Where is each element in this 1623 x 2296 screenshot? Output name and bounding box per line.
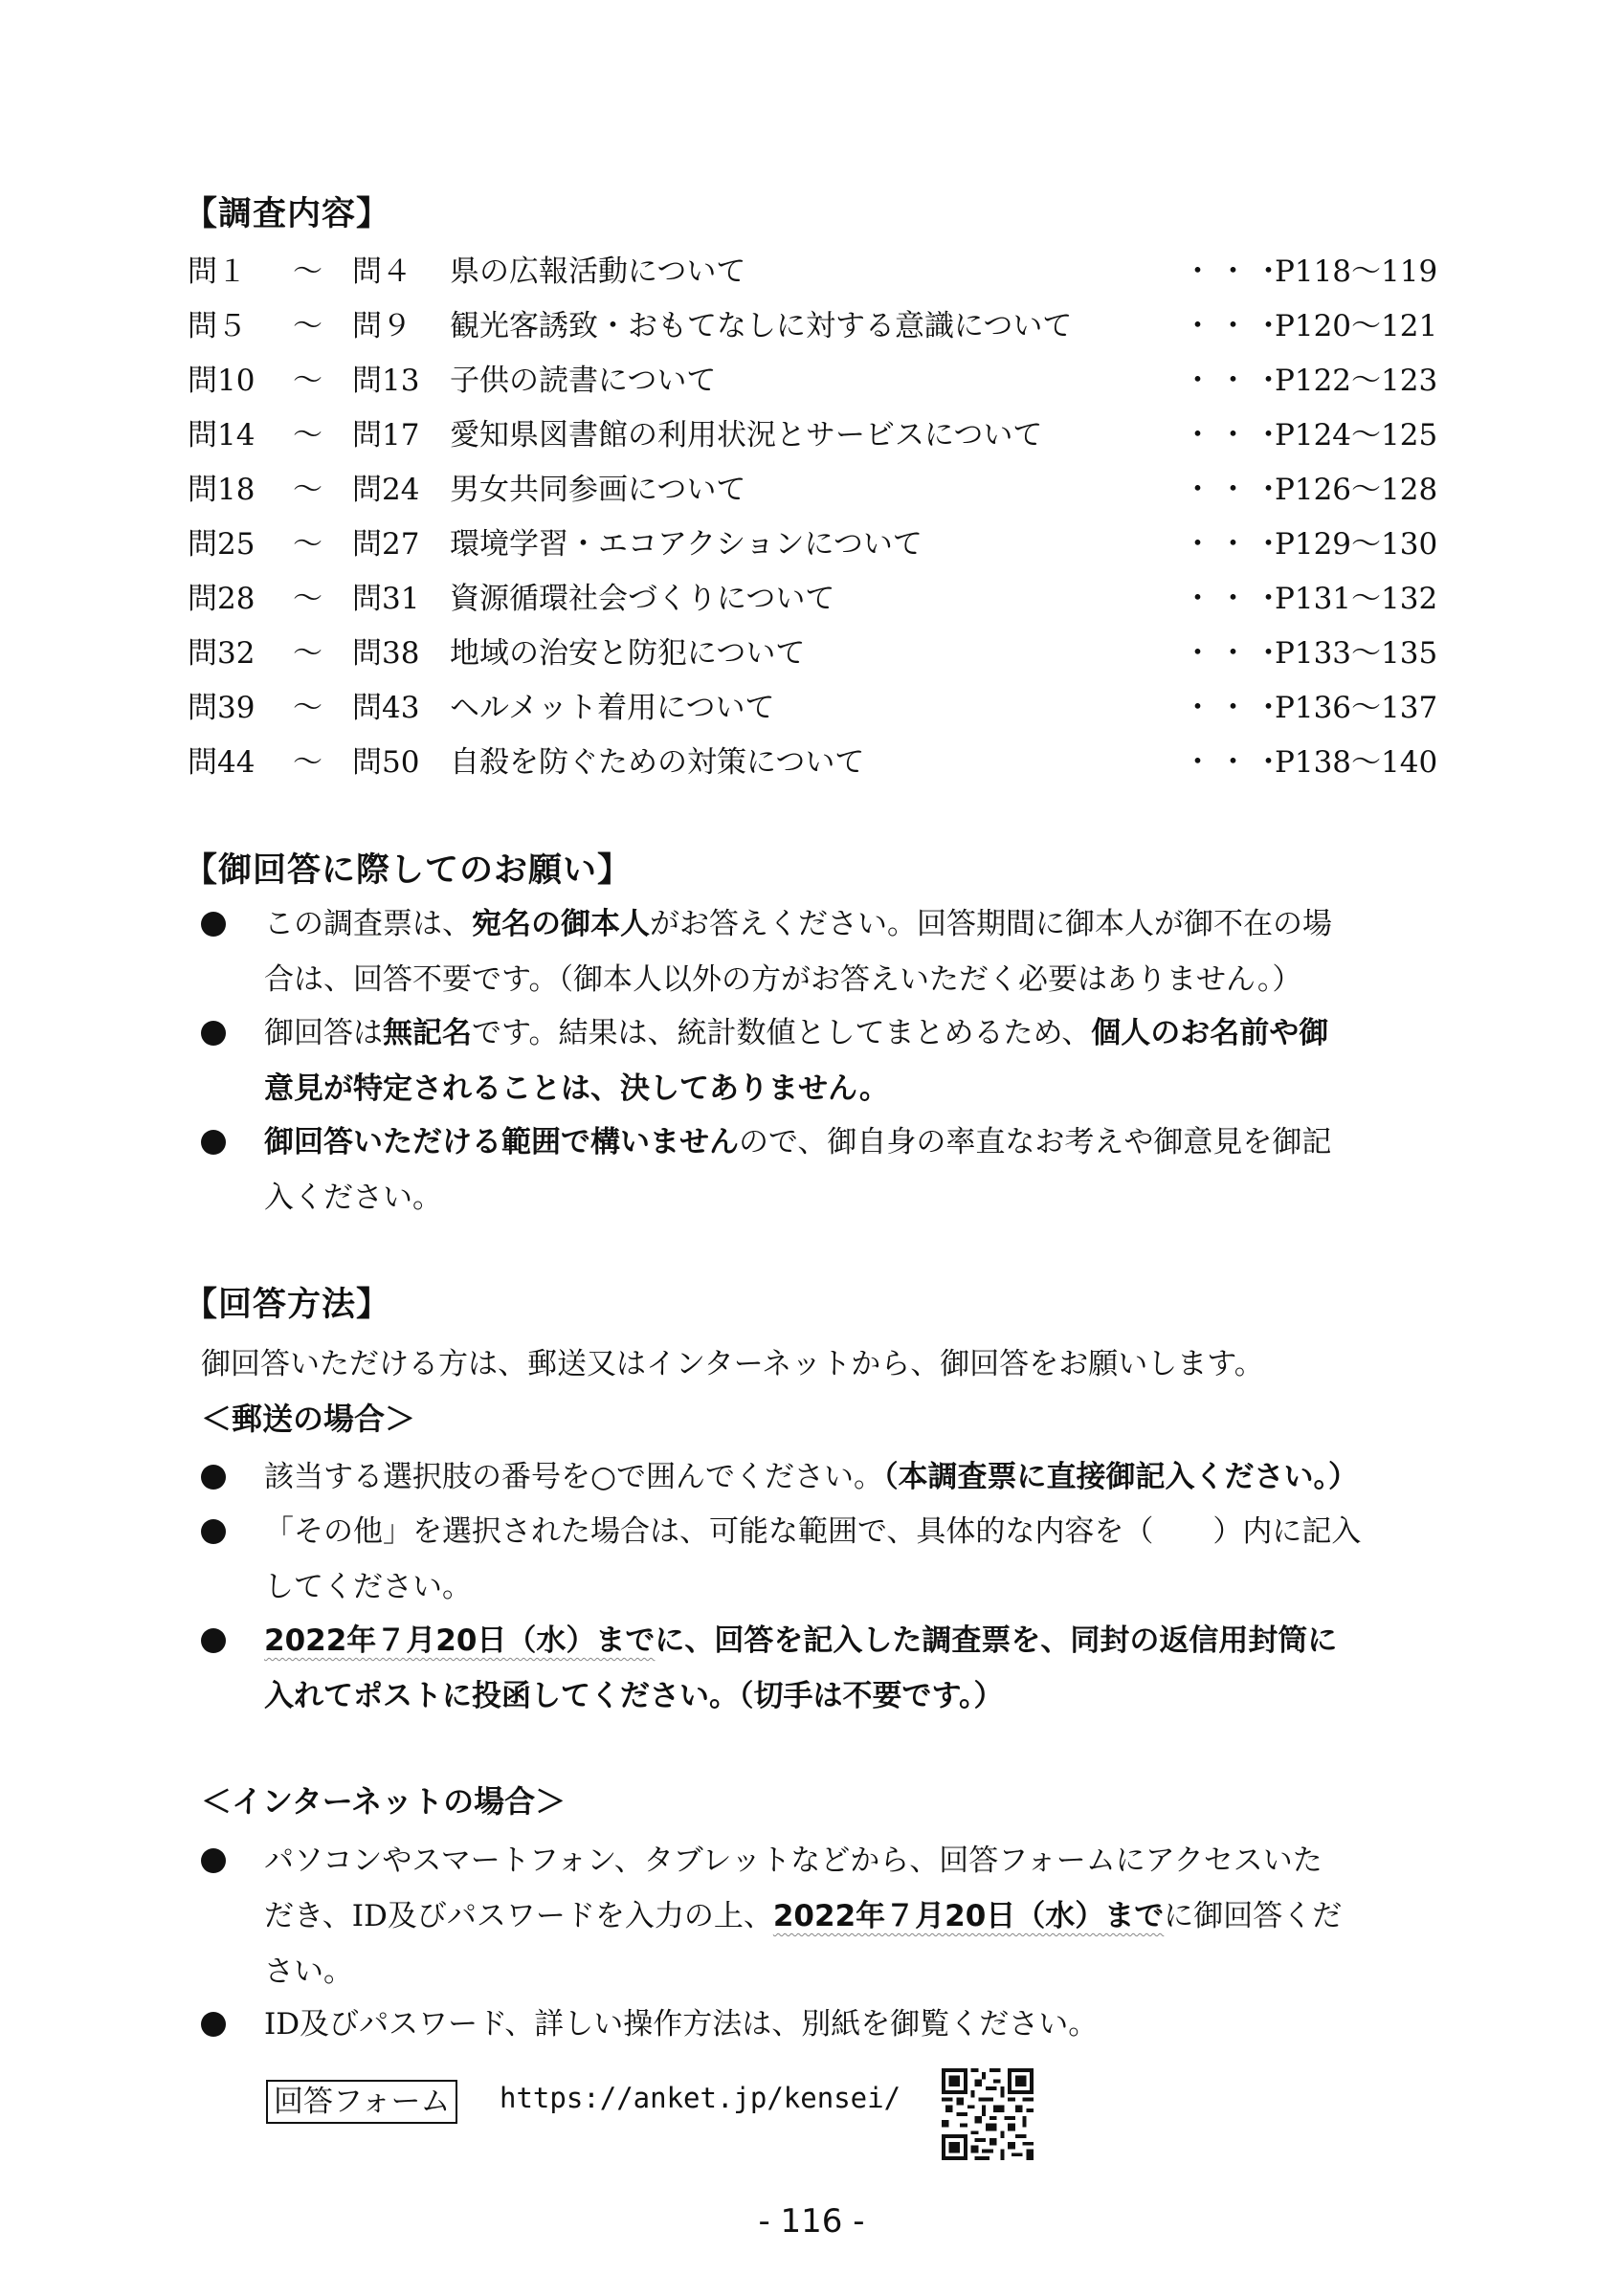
question-to: 問27 <box>352 527 420 562</box>
page-range: P124～125 <box>1275 418 1438 453</box>
bullet-icon <box>201 1130 226 1155</box>
page-range: P126～128 <box>1275 473 1438 507</box>
deadline: 2022年７月20日（水）まで <box>772 1899 1165 1933</box>
bullet-icon <box>201 2012 226 2037</box>
method-intro: 御回答いただける方は、郵送又はインターネットから、御回答をお願いします。 <box>201 1347 1264 1381</box>
question-to: 問31 <box>352 582 420 616</box>
page-range: P129～130 <box>1275 527 1438 562</box>
text: です。結果は、統計数値としてまとめるため、 <box>472 1016 1092 1050</box>
page-range: P138～140 <box>1275 745 1438 780</box>
question-to: 問17 <box>352 418 420 453</box>
leader-dots: ・・・ <box>1183 745 1289 780</box>
topic: 地域の治安と防犯について <box>450 636 806 671</box>
qr-code-icon[interactable] <box>942 2068 1034 2160</box>
text: だき、ID及びパスワードを入力の上、 <box>264 1899 773 1933</box>
range-tilde: ～ <box>293 582 322 616</box>
range-tilde: ～ <box>293 309 322 343</box>
range-tilde: ～ <box>293 473 322 507</box>
bullet-icon <box>201 1465 226 1490</box>
range-tilde: ～ <box>293 636 322 671</box>
topic: 環境学習・エコアクションについて <box>450 527 923 562</box>
text: ID及びパスワード、詳しい操作方法は、別紙を御覧ください。 <box>264 2007 1099 2042</box>
range-tilde: ～ <box>293 418 322 453</box>
answer-form-url[interactable]: https://anket.jp/kensei/ <box>500 2082 901 2114</box>
topic: 県の広報活動について <box>450 254 746 289</box>
emphasis: 意見が特定されることは、決してありません。 <box>264 1071 889 1106</box>
toc-row <box>188 574 1438 622</box>
text: 「その他」を選択された場合は、可能な範囲で、具体的な内容を（ ）内に記入 <box>264 1514 1362 1549</box>
emphasis: 入れてポストに投函してください。（切手は不要です。） <box>264 1679 1004 1713</box>
leader-dots: ・・・ <box>1183 636 1289 671</box>
toc-row <box>188 738 1438 785</box>
leader-dots: ・・・ <box>1183 527 1289 562</box>
toc-row <box>188 356 1438 404</box>
question-from: 問18 <box>188 473 256 507</box>
text: 合は、回答不要です。（御本人以外の方がお答えいただく必要はありません。） <box>264 962 1302 997</box>
leader-dots: ・・・ <box>1183 691 1289 725</box>
request-bullet-3 <box>264 1115 1470 1225</box>
question-to: 問38 <box>352 636 420 671</box>
emphasis: 無記名 <box>383 1016 472 1050</box>
leader-dots: ・・・ <box>1183 364 1289 398</box>
mail-bullet-3 <box>264 1613 1470 1724</box>
text: この調査票は、 <box>264 907 472 941</box>
request-heading: 【御回答に際してのお願い】 <box>184 851 633 890</box>
request-bullet-1 <box>264 896 1470 1007</box>
deadline: 2022年７月20日（水）まで <box>264 1623 656 1658</box>
text: がお答えください。回答期間に御本人が御不在の場 <box>650 907 1332 941</box>
leader-dots: ・・・ <box>1183 418 1289 453</box>
page-range: P133～135 <box>1275 636 1438 671</box>
question-from: 問14 <box>188 418 256 453</box>
emphasis: に、回答を記入した調査票を、同封の返信用封筒に <box>655 1623 1338 1658</box>
question-from: 問５ <box>188 309 247 343</box>
emphasis: 宛名の御本人 <box>472 907 650 941</box>
question-from: 問44 <box>188 745 256 780</box>
emphasis: （本調査票に直接御記入ください。） <box>883 1460 1359 1494</box>
bullet-icon <box>201 1628 226 1653</box>
page-range: P136～137 <box>1275 691 1438 725</box>
topic: 愛知県図書館の利用状況とサービスについて <box>450 418 1043 453</box>
question-from: 問10 <box>188 364 256 398</box>
method-heading: 【回答方法】 <box>184 1286 391 1324</box>
page-range: P131～132 <box>1275 582 1438 616</box>
topic: 男女共同参画について <box>450 473 746 507</box>
text: 該当する選択肢の番号を○で囲んでください。 <box>264 1460 884 1494</box>
emphasis: 個人のお名前や御 <box>1091 1016 1329 1050</box>
leader-dots: ・・・ <box>1183 309 1289 343</box>
question-from: 問28 <box>188 582 256 616</box>
question-from: 問１ <box>188 254 247 289</box>
leader-dots: ・・・ <box>1183 254 1289 289</box>
text: 御回答は <box>264 1016 383 1050</box>
bullet-icon <box>201 912 226 937</box>
text: さい。 <box>264 1954 353 1989</box>
topic: 資源循環社会づくりについて <box>450 582 835 616</box>
topic: 子供の読書について <box>450 364 717 398</box>
toc-row <box>188 410 1438 458</box>
range-tilde: ～ <box>293 364 322 398</box>
topic: ヘルメット着用について <box>450 691 775 725</box>
toc-row <box>188 247 1438 295</box>
question-to: 問50 <box>352 745 420 780</box>
text: パソコンやスマートフォン、タブレットなどから、回答フォームにアクセスいた <box>264 1843 1323 1878</box>
question-from: 問32 <box>188 636 256 671</box>
page-range: P120～121 <box>1275 309 1438 343</box>
question-from: 問25 <box>188 527 256 562</box>
question-to: 問13 <box>352 364 420 398</box>
mail-bullet-1 <box>264 1449 1470 1505</box>
toc-row <box>188 683 1438 731</box>
page-range: P122～123 <box>1275 364 1438 398</box>
text: 入ください。 <box>264 1181 442 1215</box>
topic: 観光客誘致・おもてなしに対する意識について <box>450 309 1073 343</box>
question-to: 問24 <box>352 473 420 507</box>
answer-form-label: 回答フォーム <box>266 2080 457 2124</box>
mail-heading: ＜郵送の場合＞ <box>201 1401 416 1437</box>
question-to: 問９ <box>352 309 411 343</box>
mail-bullet-2 <box>264 1504 1470 1615</box>
page-range: P118～119 <box>1275 254 1438 289</box>
bullet-icon <box>201 1848 226 1873</box>
bullet-icon <box>201 1519 226 1544</box>
leader-dots: ・・・ <box>1183 473 1289 507</box>
text: ので、御自身の率直なお考えや御意見を御記 <box>739 1125 1332 1159</box>
internet-bullet-2 <box>264 1997 1470 2052</box>
page-number: - 116 - <box>758 2202 865 2241</box>
emphasis: 御回答いただける範囲で構いません <box>264 1125 739 1159</box>
survey-contents-heading: 【調査内容】 <box>184 195 391 233</box>
toc-row <box>188 629 1438 676</box>
question-to: 問４ <box>352 254 411 289</box>
range-tilde: ～ <box>293 745 322 780</box>
range-tilde: ～ <box>293 254 322 289</box>
request-bullet-2 <box>264 1005 1470 1116</box>
internet-bullet-1 <box>264 1833 1470 1999</box>
topic: 自殺を防ぐための対策について <box>450 745 865 780</box>
question-from: 問39 <box>188 691 256 725</box>
question-to: 問43 <box>352 691 420 725</box>
text: に御回答くだ <box>1164 1899 1343 1933</box>
bullet-icon <box>201 1021 226 1046</box>
leader-dots: ・・・ <box>1183 582 1289 616</box>
range-tilde: ～ <box>293 691 322 725</box>
toc-row <box>188 465 1438 513</box>
toc-row <box>188 301 1438 349</box>
internet-heading: ＜インターネットの場合＞ <box>201 1783 567 1820</box>
text: してください。 <box>264 1570 472 1604</box>
range-tilde: ～ <box>293 527 322 562</box>
toc-row <box>188 519 1438 567</box>
